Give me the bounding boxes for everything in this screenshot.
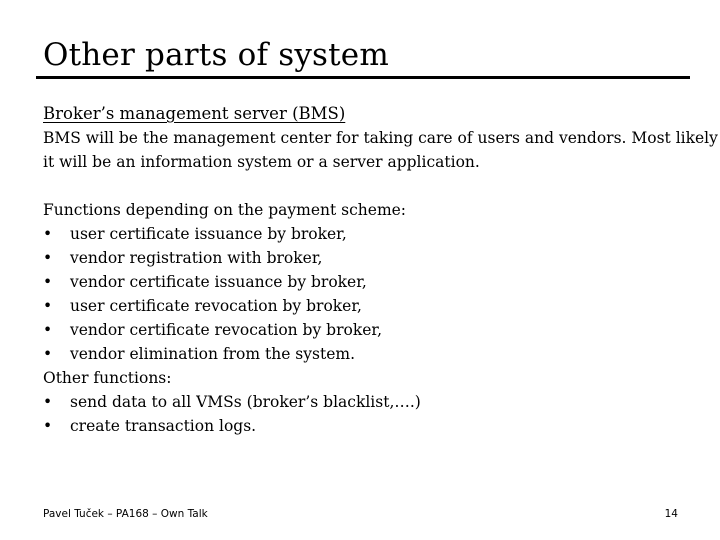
slide-body [43,102,718,438]
page-number: 14 [664,508,678,520]
bullet-icon: • [43,345,53,363]
list-item-text: create transaction logs. [70,417,257,435]
list-item [43,222,693,246]
list-item-text: send data to all VMSs (broker’s blacklist,….) [70,393,421,411]
bullet-icon: • [43,249,53,267]
list-item-text: vendor certificate revocation by broker, [70,321,383,339]
list-item [43,342,693,366]
bullet-icon: • [43,417,53,435]
bullet-icon: • [43,321,53,339]
footer-author-course: Pavel Tuček – PA168 – Own Talk [43,508,208,520]
list-item [43,270,693,294]
list-item-text: user certificate revocation by broker, [70,297,362,315]
other-functions-label: Other functions: [43,369,172,387]
intro-text-line-2: it will be an information system or a server application. [43,153,480,171]
bullet-icon: • [43,297,53,315]
list-item [43,390,693,414]
functions-label: Functions depending on the payment scheme: [43,201,407,219]
list-item-text: vendor certificate issuance by broker, [70,273,367,291]
list-item-text: vendor registration with broker, [70,249,323,267]
paragraph-spacer [43,174,693,198]
list-item-text: user certificate issuance by broker, [70,225,347,243]
intro-text-line-1: BMS will be the management center for taking care of users and vendors. Most likely [43,129,718,147]
list-item [43,294,693,318]
title-underline-divider [36,76,690,79]
bullet-icon: • [43,273,53,291]
slide-title: Other parts of system [43,37,389,73]
list-item-text: vendor elimination from the system. [70,345,356,363]
list-item [43,246,693,270]
list-item [43,414,693,438]
list-item [43,318,693,342]
bullet-icon: • [43,393,53,411]
bullet-icon: • [43,225,53,243]
section-heading: Broker’s management server (BMS) [43,104,346,123]
